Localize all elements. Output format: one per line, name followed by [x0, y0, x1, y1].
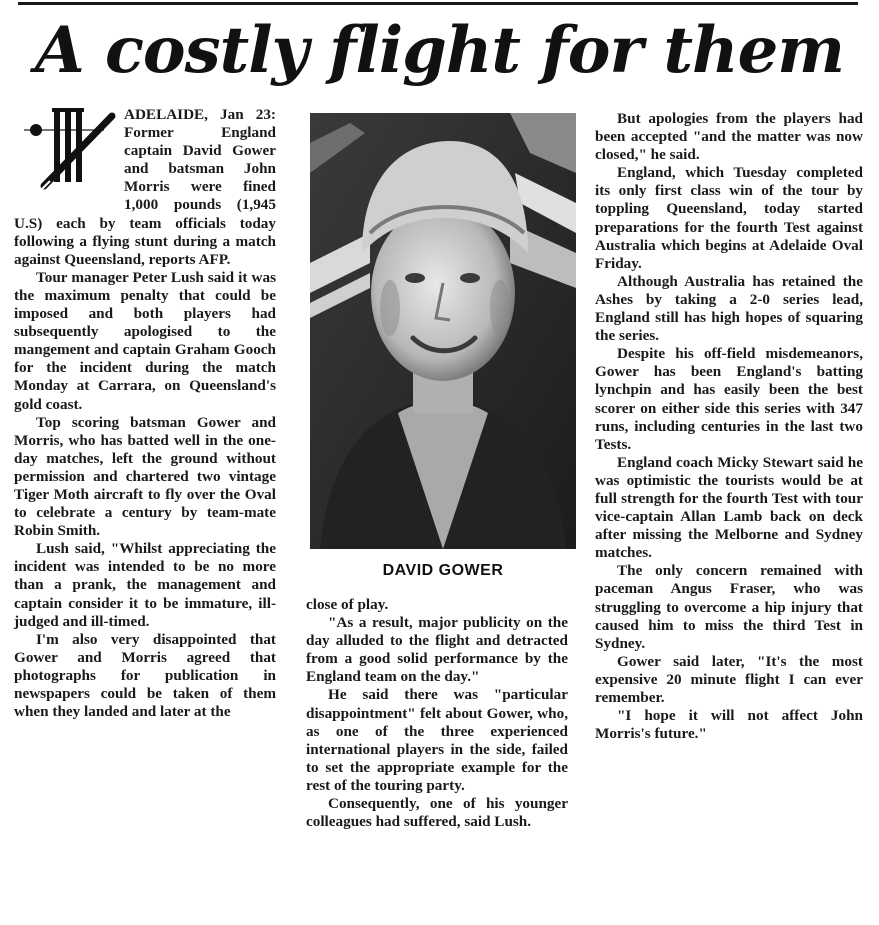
paragraph: England, which Tuesday completed its only first class win of the tour by toppling Queensland, today started preparations for the fourth Test against Australia which begins at Adelaide Oval Friday.: [595, 164, 863, 272]
article-column-1: [14, 106, 276, 721]
top-rule: [18, 2, 858, 5]
headline: A costly flight for them: [35, 13, 844, 88]
paragraph: "As a result, major publicity on the day alluded to the flight and detracted from a good solid performance by the England team on the day.": [306, 614, 568, 686]
paragraph: Gower said later, "It's the most expensive 20 minute flight I can ever remember.: [595, 652, 863, 706]
portrait-photo: [310, 113, 576, 549]
photo-caption: DAVID GOWER: [382, 562, 504, 579]
paragraph: Top scoring batsman Gower and Morris, who has batted well in the one-day matches, left the ground without permission and chartered two vintage Tiger Moth aircraft to fly over the Oval to celebrate a century by team-mate Robin Smith.: [14, 413, 276, 540]
paragraph: "I hope it will not affect John Morris's future.": [595, 707, 863, 743]
paragraph: England coach Micky Stewart said he was optimistic the tourists would be at full strength for the fourth Test with tour vice-captain Allan Lamb back on deck after missing the Melborne and Sydney matches.: [595, 453, 863, 562]
paragraph: Despite his off-field misdemeanors, Gower has been England's batting lynchpin and has easily been the best scorer on either side this series with 347 runs, including centuries in the last two Tests.: [595, 345, 863, 453]
paragraph: I'm also very disappointed that Gower and Morris agreed that photographs for publication in newspapers could be taken of them when they landed and later at the: [14, 630, 276, 721]
article-column-3: [595, 110, 863, 743]
paragraph: The only concern remained with paceman Angus Fraser, who was struggling to overcome a hip injury that caused him to miss the third Test in Sydney.: [595, 562, 863, 652]
paragraph: Although Australia has retained the Ashes by taking a 2-0 series lead, England still has high hopes of squaring the series.: [595, 272, 863, 345]
paragraph: Consequently, one of his younger colleagues had suffered, said Lush.: [306, 795, 568, 831]
paragraph: close of play.: [306, 596, 389, 613]
paragraph: Tour manager Peter Lush said it was the maximum penalty that could be imposed and both players had subsequently apologised to the mangement and captain Graham Gooch for the incident during the match Monday at Carrara, on Queensland's gold coast.: [14, 268, 276, 413]
paragraph: ADELAIDE, Jan 23: Former England captain David Gower and batsman John Morris were fined 1,000 pounds (1,945 U.S) each by team officials today following a flying stunt during a match against Queensland, reports AFP.: [14, 106, 276, 268]
paragraph: Lush said, "Whilst appreciating the incident was intended to be no more than a prank, the management and captain consider it to be immature, ill-judged and ill-timed.: [14, 540, 276, 630]
paragraph: But apologies from the players had been accepted "and the matter was now closed," he said.: [595, 110, 863, 164]
paragraph: He said there was "particular disappointment" felt about Gower, who, as one of the three experienced international players in the side, failed to set the appropriate example for the rest of the touring party.: [306, 686, 568, 794]
cricket-stumps-icon: [14, 106, 118, 204]
article-column-2: [306, 596, 568, 831]
